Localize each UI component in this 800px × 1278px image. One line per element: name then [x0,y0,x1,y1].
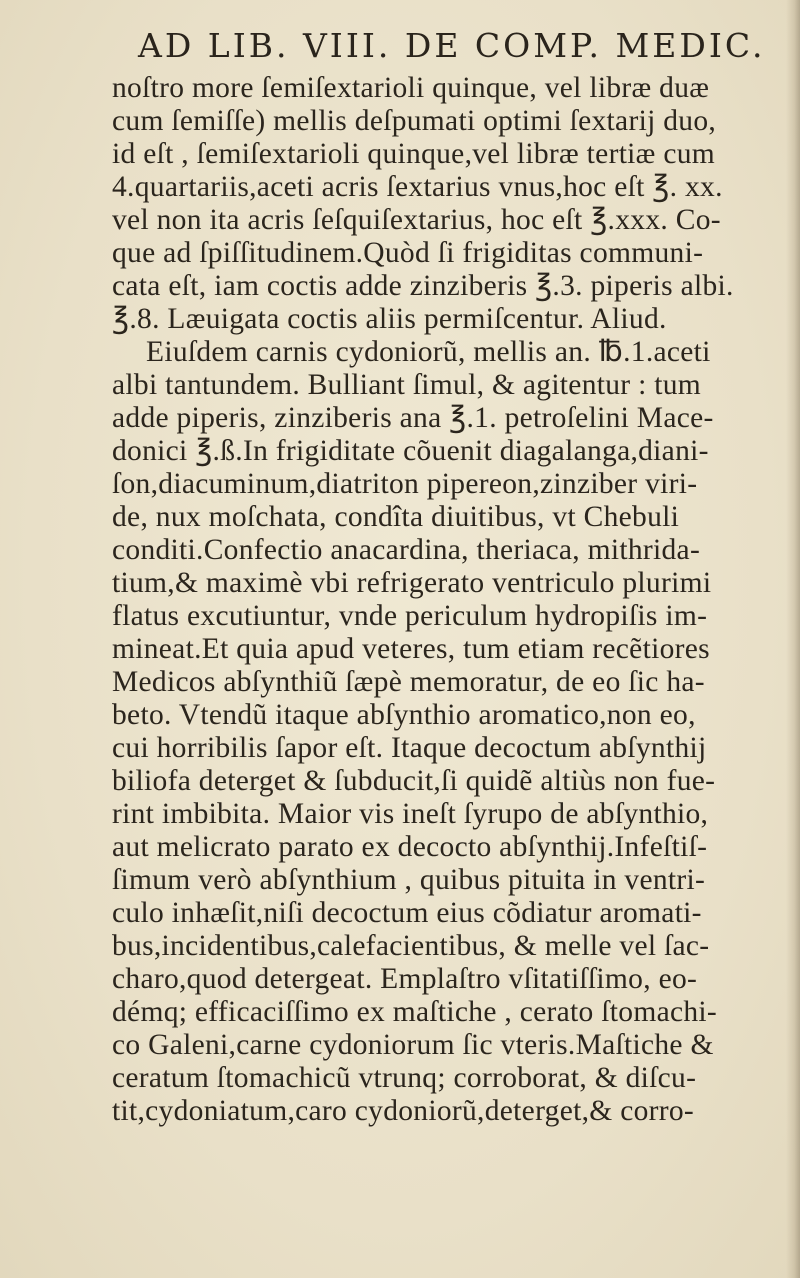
text-line: Eiuſdem carnis cydoniorũ, mellis an. ℔.1.aceti [146,336,711,368]
text-line: co Galeni,carne cydoniorum ſic vteris.Maſtiche & [112,1029,714,1061]
text-line: 4.quartariis,aceti acris ſextarius vnus,hoc eſt ℥. xx. [112,171,723,203]
text-line: noſtro more ſemiſextarioli quinque, vel libræ duæ [112,72,710,104]
text-line: adde piperis, zinziberis ana ℥.1. petroſelini Mace- [112,402,714,434]
text-line: beto. Vtendũ itaque abſynthio aromatico,non eo, [112,699,696,731]
running-header: AD LIB. VIII. DE COMP. MEDIC. [138,26,766,65]
text-line: culo inhæſit,niſi decoctum eius cõdiatur aromati- [112,897,702,929]
text-line: de, nux moſchata, condîta diuitibus, vt Chebuli [112,501,680,533]
text-line: cata eſt, iam coctis adde zinziberis ℥.3. piperis albi. [112,270,734,302]
text-line: biliofa deterget & ſubducit,ſi quidẽ altiùs non fue- [112,765,716,797]
text-line: donici ℥.ß.In frigiditate cõuenit diagalanga,diani- [112,435,709,467]
text-line: flatus excutiuntur, vnde periculum hydropiſis im- [112,600,708,632]
text-line: ceratum ſtomachicũ vtrunq; corroborat, & diſcu- [112,1062,697,1094]
text-line: mineat.Et quia apud veteres, tum etiam recẽtiores [112,633,710,665]
text-line: aut melicrato parato ex decocto abſynthij.Infeſtiſ- [112,831,708,863]
text-line: albi tantundem. Bulliant ſimul, & agitentur : tum [112,369,702,401]
text-line: id eſt , ſemiſextarioli quinque,vel libræ tertiæ cum [112,138,716,170]
text-line: tit,cydoniatum,caro cydoniorũ,deterget,& corro- [112,1095,695,1127]
text-line: Medicos abſynthiũ ſæpè memoratur, de eo ſic ha- [112,666,705,698]
text-line: cum ſemiſſe) mellis deſpumati optimi ſextarij duo, [112,105,717,137]
text-line: rint imbibita. Maior vis ineſt ſyrupo de abſynthio, [112,798,709,830]
text-line: charo,quod detergeat. Emplaſtro vſitatiſſimo, eo- [112,963,698,995]
text-line: conditi.Confectio anacardina, theriaca, mithrida- [112,534,701,566]
text-line: que ad ſpiſſitudinem.Quòd ſi frigiditas communi- [112,237,704,269]
text-line: cui horribilis ſapor eſt. Itaque decoctum abſynthij [112,732,707,764]
body-text [112,72,792,1128]
text-line: ſon,diacuminum,diatriton pipereon,zinziber viri- [112,468,698,500]
text-line: bus,incidentibus,calefacientibus, & melle vel ſac- [112,930,710,962]
text-line: ℥.8. Læuigata coctis aliis permiſcentur. Aliud. [112,303,667,335]
text-line: tium,& maximè vbi refrigerato ventriculo plurimi [112,567,712,599]
text-line: ſimum verò abſynthium , quibus pituita in ventri- [112,864,706,896]
text-line: démq; efficaciſſimo ex maſtiche , cerato ſtomachi- [112,996,718,1028]
text-line: vel non ita acris ſeſquiſextarius, hoc eſt ℥.xxx. Co- [112,204,721,236]
